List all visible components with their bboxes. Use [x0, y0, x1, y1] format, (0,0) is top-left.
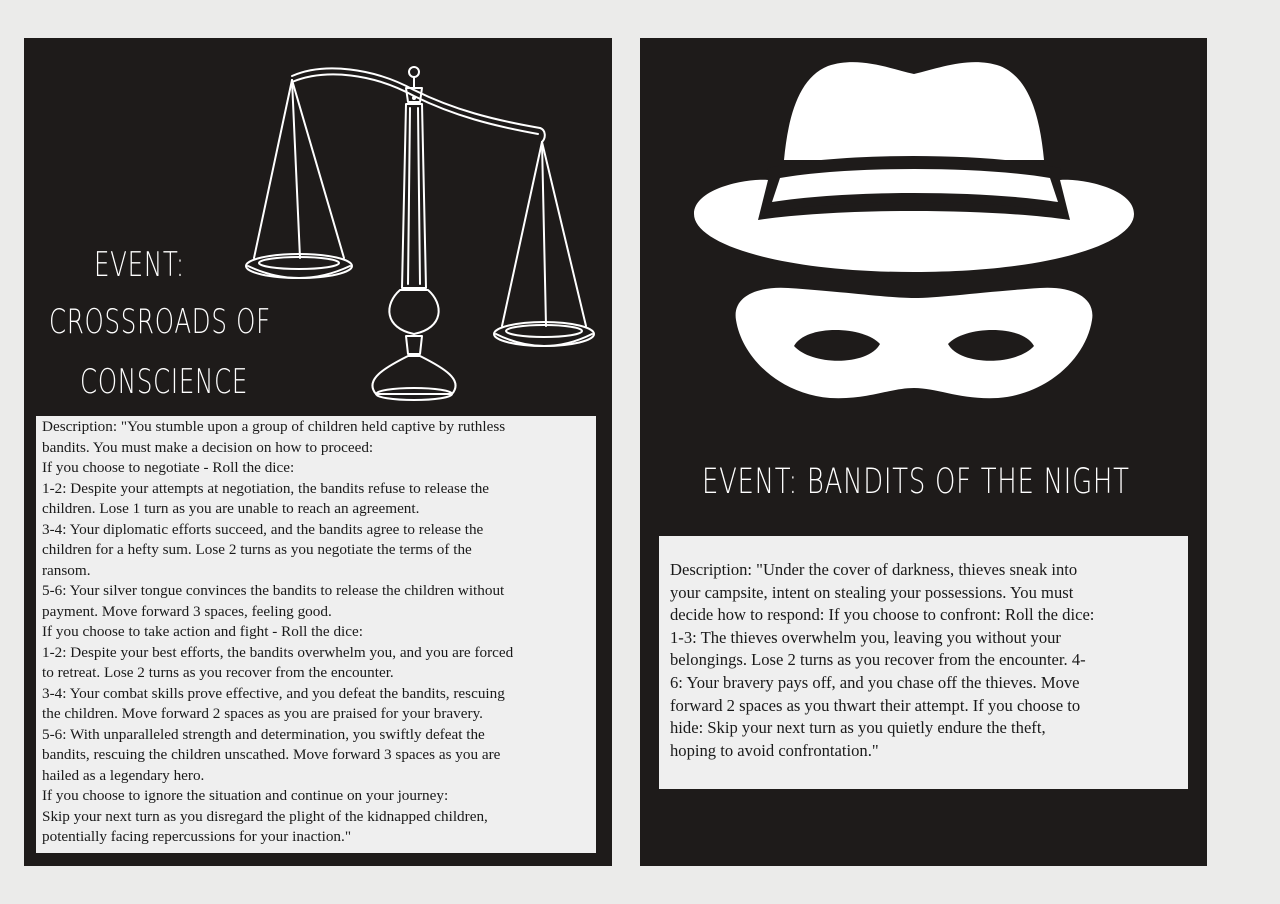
description-line: bandits, rescuing the children unscathed. Move forward 3 spaces as you are [42, 746, 501, 763]
description-line: Skip your next turn as you disregard the plight of the kidnapped children, [42, 807, 488, 825]
description-line: Description: "You stumble upon a group of children held captive by ruthless [42, 418, 506, 435]
description-line: If you choose to negotiate - Roll the dice: [42, 459, 295, 476]
description-line: the children. Move forward 2 spaces as you are praised for your bravery. [42, 705, 483, 722]
description-line: 1-3: The thieves overwhelm you, leaving you without your [670, 627, 1061, 647]
description-line: forward 2 spaces as you thwart their attempt. If you choose to [670, 695, 1081, 715]
description-line: hoping to avoid confrontation." [670, 740, 879, 760]
description-line: 3-4: Your combat skills prove effective, and you defeat the bandits, rescuing [42, 684, 505, 702]
balance-scales-icon [234, 58, 604, 403]
event-description [36, 416, 596, 853]
description-line: 5-6: With unparalleled strength and determination, you swiftly defeat the [42, 725, 485, 743]
event-title: EVENT: BANDITS OF THE NIGHT [702, 462, 1130, 502]
masked-bandit-hat-icon [688, 48, 1140, 418]
description-line: potentially facing repercussions for your inaction." [42, 828, 352, 845]
description-line: 3-4: Your diplomatic efforts succeed, and the bandits agree to release the [42, 520, 484, 538]
event-description [659, 536, 1188, 789]
description-line: to retreat. Lose 2 turns as you recover from the encounter. [42, 664, 394, 681]
event-title-line-3: CONSCIENCE [80, 362, 249, 402]
description-line: your campsite, intent on stealing your possessions. You must [670, 582, 1074, 602]
description-line: hide: Skip your next turn as you quietly endure the theft, [670, 718, 1046, 738]
description-line: hailed as a legendary hero. [42, 766, 205, 784]
description-line: 5-6: Your silver tongue convinces the bandits to release the children without [42, 582, 505, 599]
event-title-line-1: EVENT: [94, 245, 185, 285]
description-line: ransom. [42, 561, 91, 579]
description-line: 1-2: Despite your best efforts, the bandits overwhelm you, and you are forced [42, 643, 514, 661]
description-line: If you choose to take action and fight - Roll the dice: [42, 623, 363, 640]
description-line: bandits. You must make a decision on how to proceed: [42, 438, 374, 456]
description-line: children for a hefty sum. Lose 2 turns as you negotiate the terms of the [42, 541, 472, 558]
description-line: decide how to respond: If you choose to confront: Roll the dice: [670, 605, 1095, 625]
description-line: belongings. Lose 2 turns as you recover from the encounter. 4- [670, 650, 1086, 670]
event-card-crossroads-of-conscience [24, 38, 612, 866]
description-line: payment. Move forward 3 spaces, feeling good. [42, 602, 332, 620]
event-card-bandits-of-the-night [640, 38, 1207, 866]
description-line: If you choose to ignore the situation and continue on your journey: [42, 787, 449, 804]
description-line: 1-2: Despite your attempts at negotiation, the bandits refuse to release the [42, 479, 490, 497]
description-line: Description: "Under the cover of darkness, thieves sneak into [670, 560, 1078, 579]
description-line: 6: Your bravery pays off, and you chase off the thieves. Move [670, 672, 1080, 692]
event-title-line-2: CROSSROADS OF [49, 302, 271, 342]
description-line: children. Lose 1 turn as you are unable to reach an agreement. [42, 500, 420, 517]
